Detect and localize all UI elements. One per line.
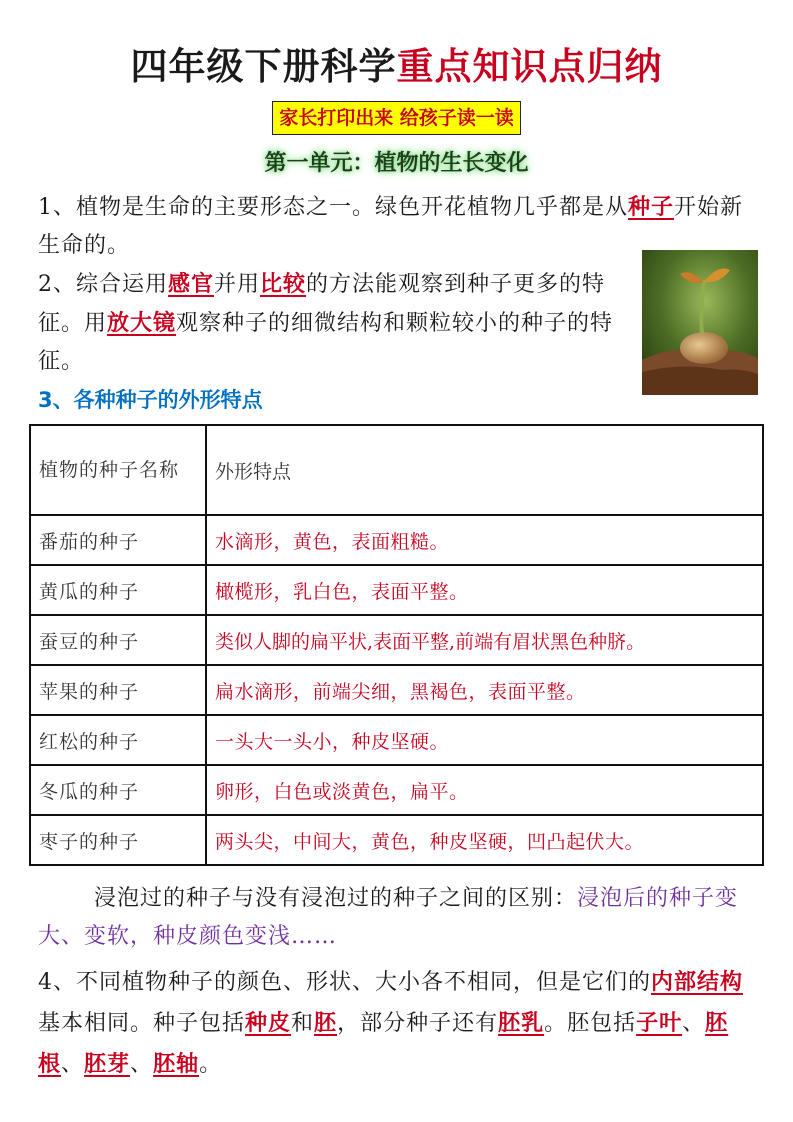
keyword: 内部结构 bbox=[651, 969, 744, 995]
sprouting-seed-photo bbox=[642, 250, 758, 395]
paragraph-soaking: 浸泡过的种子与没有浸泡过的种子之间的区别：浸泡后的种子变大、变软，种皮颜色变浅…… bbox=[38, 886, 739, 949]
keyword: 胚根 bbox=[38, 1010, 729, 1077]
keyword: 胚轴 bbox=[153, 1051, 200, 1077]
seed-feature-cell: 类似人脚的扁平状,表面平整,前端有眉状黑色种脐。 bbox=[206, 615, 763, 665]
table-row bbox=[30, 665, 763, 715]
keyword: 比较 bbox=[260, 271, 307, 297]
keyword: 种皮 bbox=[245, 1010, 292, 1036]
page-title: 四年级下册科学重点知识点归纳 bbox=[130, 45, 663, 88]
subtitle-banner: 家长打印出来 给孩子读一读 bbox=[272, 101, 521, 135]
seed-feature-cell: 橄榄形，乳白色，表面平整。 bbox=[206, 565, 763, 615]
seed-name-cell: 红松的种子 bbox=[30, 715, 206, 765]
header-cell-name: 植物的种子名称 bbox=[30, 425, 206, 515]
seed-feature-cell: 一头大一头小，种皮坚硬。 bbox=[206, 715, 763, 765]
table-header-row bbox=[30, 425, 763, 515]
seed-features-table bbox=[29, 424, 764, 866]
table-row bbox=[30, 765, 763, 815]
seed-name-cell: 番茄的种子 bbox=[30, 515, 206, 565]
table-row bbox=[30, 715, 763, 765]
keyword: 种子 bbox=[628, 194, 675, 220]
keyword: 胚乳 bbox=[498, 1010, 545, 1036]
seed-feature-cell: 扁水滴形，前端尖细，黑褐色，表面平整。 bbox=[206, 665, 763, 715]
table-row bbox=[30, 565, 763, 615]
paragraph-1: 1、植物是生命的主要形态之一。绿色开花植物几乎都是从种子开始新生命的。 bbox=[38, 194, 744, 258]
seed-feature-cell: 水滴形，黄色，表面粗糙。 bbox=[206, 515, 763, 565]
keyword: 子叶 bbox=[636, 1010, 683, 1036]
keyword: 胚 bbox=[314, 1010, 338, 1036]
table-row bbox=[30, 515, 763, 565]
table-row bbox=[30, 615, 763, 665]
paragraph-2: 2、综合运用感官并用比较的方法能观察到种子更多的特征。用放大镜观察种子的细微结构和颗粒较小的种子的特征。 bbox=[38, 271, 614, 374]
keyword: 感官 bbox=[168, 271, 215, 297]
seed-name-cell: 冬瓜的种子 bbox=[30, 765, 206, 815]
keyword: 放大镜 bbox=[107, 310, 177, 336]
seed-name-cell: 黄瓜的种子 bbox=[30, 565, 206, 615]
header-cell-feature: 外形特点 bbox=[206, 425, 763, 515]
table-row bbox=[30, 815, 763, 865]
section-heading-3: 3、各种种子的外形特点 bbox=[38, 388, 263, 412]
seed-feature-cell: 两头尖，中间大，黄色，种皮坚硬，凹凸起伏大。 bbox=[206, 815, 763, 865]
seed-name-cell: 蚕豆的种子 bbox=[30, 615, 206, 665]
keyword: 胚芽 bbox=[84, 1051, 131, 1077]
unit-heading: 第一单元：植物的生长变化 bbox=[264, 151, 529, 176]
seed-feature-cell: 卵形，白色或淡黄色，扁平。 bbox=[206, 765, 763, 815]
seed-name-cell: 苹果的种子 bbox=[30, 665, 206, 715]
seed-name-cell: 枣子的种子 bbox=[30, 815, 206, 865]
paragraph-4: 4、不同植物种子的颜色、形状、大小各不相同，但是它们的内部结构基本相同。种子包括种皮和胚，部分种子还有胚乳。胚包括子叶、胚根、胚芽、胚轴。 bbox=[38, 969, 744, 1077]
